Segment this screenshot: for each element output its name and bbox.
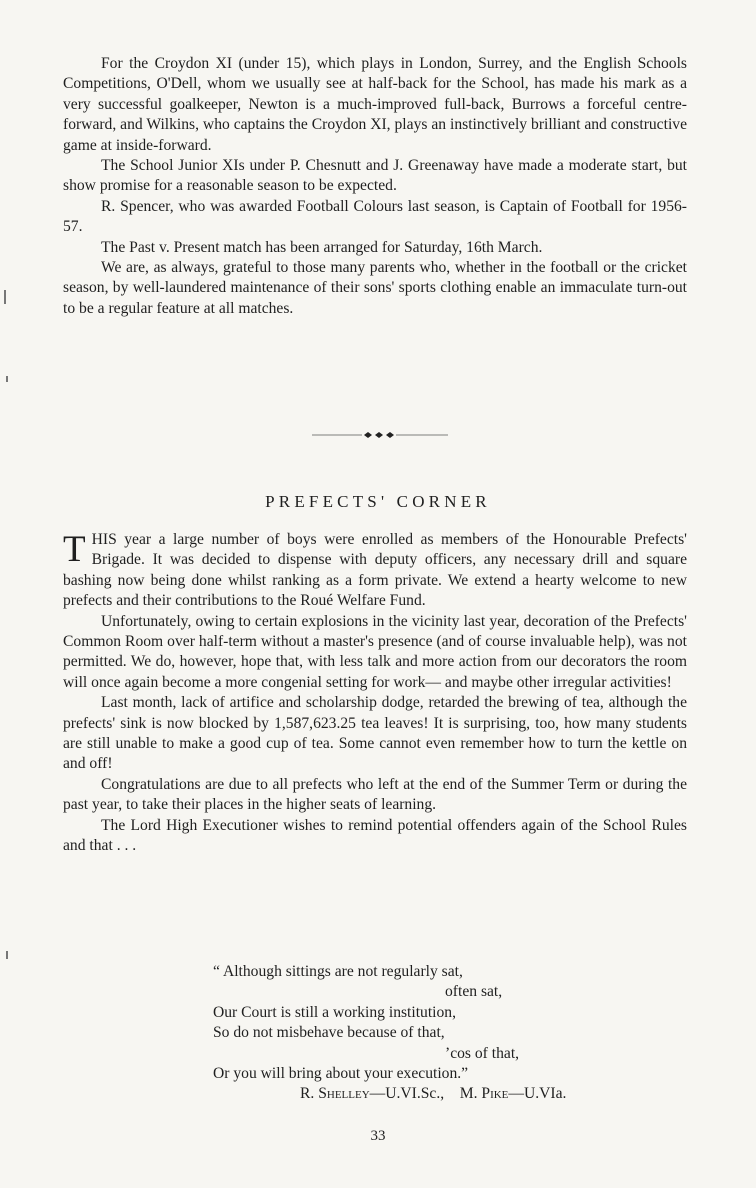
- paragraph: The Lord High Executioner wishes to remind potential offenders again of the School Rules and that . . .: [63, 816, 687, 855]
- margin-speck: [6, 376, 8, 382]
- poem-line: often sat,: [445, 983, 503, 1001]
- poem-line: ’cos of that,: [445, 1044, 520, 1062]
- author-initial: M.: [459, 1085, 482, 1102]
- author-form: —U.VIa.: [508, 1085, 567, 1102]
- poem-line: Our Court is still a working institution,: [213, 1003, 457, 1021]
- margin-speck: [4, 290, 6, 304]
- author-surname: Shelley: [318, 1085, 370, 1102]
- section-heading: PREFECTS' CORNER: [265, 492, 491, 511]
- paragraph: The School Junior XIs under P. Chesnutt and J. Greenaway have made a moderate start, but show promise for a reasonable season to be expected.: [63, 157, 687, 195]
- paragraph: Congratulations are due to all prefects who left at the end of the Summer Term or during the past year, to take their places in the higher seats of learning.: [63, 775, 687, 814]
- author-form: —U.VI.Sc.,: [369, 1085, 445, 1102]
- opening-paragraph: [63, 530, 687, 612]
- drop-cap: T: [63, 529, 86, 570]
- poem-line: “ Although sittings are not regularly sat,: [213, 963, 463, 980]
- margin-speck: [6, 951, 8, 959]
- paragraph: Unfortunately, owing to certain explosions in the vicinity last year, decoration of the Prefects' Common Room over half-term without a master's presence (and of course invaluable help), was not permitted. We do, however, hope that, with less talk and more action from our decorators the room will once again become a more congenial setting for work— and maybe other irregular activities!: [63, 612, 687, 691]
- opening-paragraph-text: HIS year a large number of boys were enrolled as members of the Honourable Prefects' Brigade. It was decided to dispense with deputy officers, any necessary drill and square bashing now being done whilst ranking as a form private. We extend a hearty welcome to new prefects and their contributions to the Roué Welfare Fund.: [63, 531, 687, 610]
- prefects-corner-body: [63, 530, 687, 857]
- paragraph: For the Croydon XI (under 15), which plays in London, Surrey, and the English Schools Competitions, O'Dell, whom we usually see at half-back for the School, has made his mark as a very successful goalkeeper, Newton is a much-improved full-back, Burrows a forceful centre-forward, and Wilkins, who captains the Croydon XI, plays an instinctively brilliant and constructive game at inside-forward.: [63, 55, 687, 154]
- poem-line: So do not misbehave because of that,: [213, 1024, 445, 1042]
- author-surname: Pike: [481, 1085, 509, 1102]
- paragraph: R. Spencer, who was awarded Football Colours last season, is Captain of Football for 1956-57.: [63, 197, 687, 236]
- signature: [300, 1085, 566, 1103]
- paragraph: The Past v. Present match has been arranged for Saturday, 16th March.: [101, 238, 543, 256]
- poem: [213, 962, 543, 1084]
- poem-line: Or you will bring about your execution.”: [213, 1065, 469, 1083]
- paragraph: Last month, lack of artifice and scholarship dodge, retarded the brewing of tea, although the prefects' sink is now blocked by 1,587,623.25 tea leaves! It is surprising, too, how many students are still unable to make a good cup of tea. Some cannot even remember how to turn the kettle on and off!: [63, 694, 687, 773]
- author-initial: R.: [300, 1085, 319, 1102]
- page-number: 33: [370, 1128, 386, 1144]
- paragraph: We are, as always, grateful to those many parents who, whether in the football or the cricket season, by well-laundered maintenance of their sons' sports clothing enable an immaculate turn-out to be a regular feature at all matches.: [63, 259, 687, 317]
- section-divider-ornament: [312, 424, 448, 446]
- football-report: [63, 54, 687, 319]
